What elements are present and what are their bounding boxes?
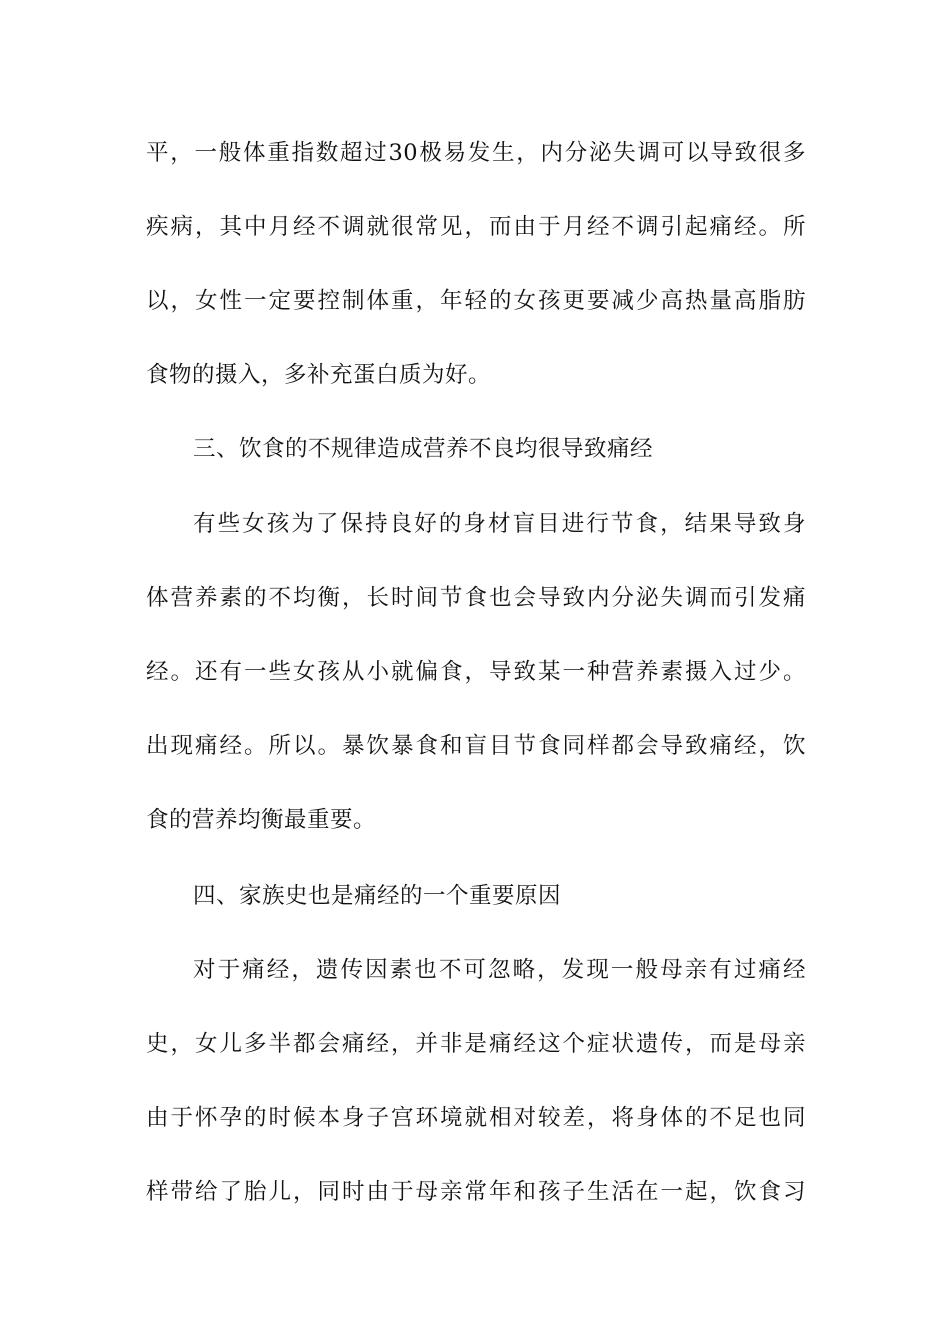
paragraph-line: 史，女儿多半都会痛经，并非是痛经这个症状遗传，而是母亲 xyxy=(146,1031,806,1057)
paragraph-line: 疾病，其中月经不调就很常见，而由于月经不调引起痛经。所 xyxy=(146,214,806,240)
section-heading: 四、家族史也是痛经的一个重要原因 xyxy=(193,883,562,909)
paragraph-line: 由于怀孕的时候本身子宫环境就相对较差，将身体的不足也同 xyxy=(146,1105,806,1131)
paragraph-line: 出现痛经。所以。暴饮暴食和盲目节食同样都会导致痛经，饮 xyxy=(146,733,806,759)
paragraph-line: 样带给了胎儿，同时由于母亲常年和孩子生活在一起，饮食习 xyxy=(146,1179,806,1205)
paragraph-line: 有些女孩为了保持良好的身材盲目进行节食，结果导致身 xyxy=(193,511,806,537)
paragraph-line: 食物的摄入，多补充蛋白质为好。 xyxy=(146,362,492,388)
paragraph-line: 以，女性一定要控制体重，年轻的女孩更要减少高热量高脂肪 xyxy=(146,288,806,314)
paragraph-line: 食的营养均衡最重要。 xyxy=(146,807,377,833)
paragraph-line: 对于痛经，遗传因素也不可忽略，发现一般母亲有过痛经 xyxy=(193,957,806,983)
section-heading: 三、饮食的不规律造成营养不良均很导致痛经 xyxy=(193,436,654,462)
paragraph-line: 经。还有一些女孩从小就偏食，导致某一种营养素摄入过少。 xyxy=(146,659,806,685)
paragraph-line: 体营养素的不均衡，长时间节食也会导致内分泌失调而引发痛 xyxy=(146,585,806,611)
paragraph-line: 平，一般体重指数超过30极易发生，内分泌失调可以导致很多 xyxy=(146,140,806,166)
